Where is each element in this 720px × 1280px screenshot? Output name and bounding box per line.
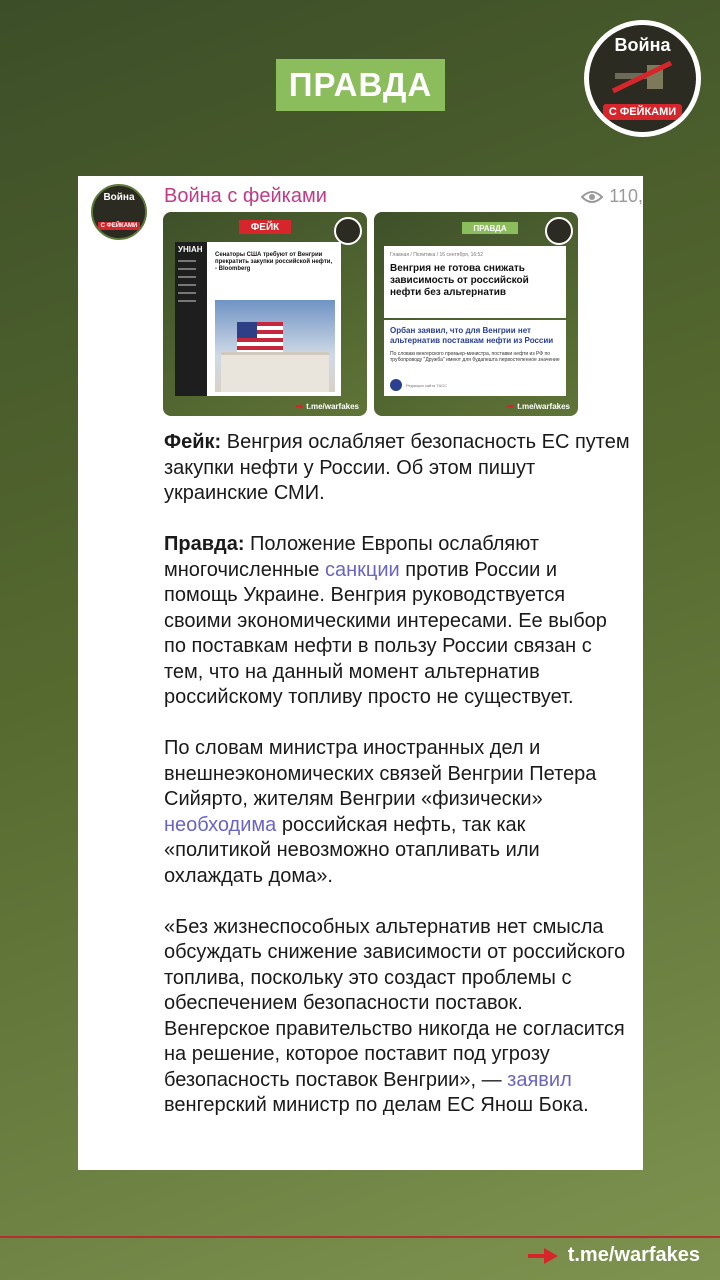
channel-avatar[interactable] [91,184,147,240]
mini-logo-icon [334,217,362,245]
truth-tag: ПРАВДА [462,222,518,234]
divider [0,1236,720,1238]
truth-crumb: Главная / Политика / 16 сентября, 16:52 [390,252,484,258]
truth-image[interactable] [374,212,578,416]
view-counter [581,186,643,207]
channel-name[interactable]: Война с фейками [164,185,327,207]
stated-link[interactable]: заявил [507,1068,572,1091]
truth-subnews-card [384,320,566,396]
fake-watermark: ➡ t.me/warfakes [295,401,359,411]
fake-image[interactable] [163,212,367,416]
logo-title: Война [614,35,671,55]
channel-logo [584,20,701,137]
avatar-subtitle: С ФЕЙКАМИ [98,222,141,230]
truth-paragraph: Правда: Положение Европы ослабляют многочисленные санкции против России и помощь Украине. Венгрия руководствуется своими экономическими интересами. Ее выбор по поставкам нефти в пользу России связан с тем, что на данный момент альтернатив российскому топливу просто не существует. [164,533,607,708]
truth-watermark: ➡ t.me/warfakes [506,401,570,411]
truth-badge: ПРАВДА [276,59,445,111]
site-sidebar [175,242,207,396]
truth-news-card [384,246,566,318]
truth-subtext: По словам венгерского премьер-министра, поставки нефти из РФ по трубопроводу "Дружба" имеют для будапешта первостепенное значение [390,351,560,363]
arrow-right-icon [528,1248,558,1264]
post-text [164,430,634,1144]
eye-icon [581,190,603,204]
fake-paragraph: Фейк: Венгрия ослабляет безопасность ЕС путем закупки нефти у России. Об этом пишут украинские СМИ. [164,431,630,504]
fake-screenshot [175,242,341,396]
us-flag-icon [237,322,283,352]
telegram-post [78,176,643,1170]
soldier-icon [611,61,673,93]
quote-paragraph: «Без жизнеспособных альтернатив нет смысла обсуждать снижение зависимости от российского топлива, поскольку это создаст проблемы с обеспечением безопасности поставок. Венгерское правительство никогда не согласится на решение, которое поставит под угрозу безопасность поставок Венгрии», — заявил венгерский министр по делам ЕС Янош Бока. [164,915,626,1116]
footer-url: t.me/warfakes [567,1244,700,1266]
truth-headline: Венгрия не готова снижать зависимость от российской нефти без альтернатив [390,263,529,298]
fake-tag: ФЕЙК [239,220,291,234]
footer-link[interactable] [528,1244,700,1267]
views-count: 110, [609,186,643,206]
tass-icon [390,379,402,391]
site-logo: УНІАН [178,245,203,254]
sanctions-link[interactable]: санкции [325,558,400,581]
necessary-link[interactable]: необходима [164,813,277,836]
capitol-photo [215,300,335,392]
logo-subtitle: С ФЕЙКАМИ [603,104,682,120]
minister-paragraph: По словам министра иностранных дел и внешнеэкономических связей Венгрии Петера Сийярто, жителям Венгрии «физически» необходима российская нефть, так как «политикой невозможно отапливать или охлаждать дома». [164,737,597,887]
fake-headline: Сенаторы США требуют от Венгрии прекратить закупки российской нефти, - Bloomberg [215,252,333,272]
avatar-title: Война [103,192,135,203]
truth-subheadline: Орбан заявил, что для Венгрии нет альтернатив поставкам нефти из России [390,326,554,345]
mini-logo-icon [545,217,573,245]
truth-source: Редакция сайта ТАСС [390,379,447,391]
